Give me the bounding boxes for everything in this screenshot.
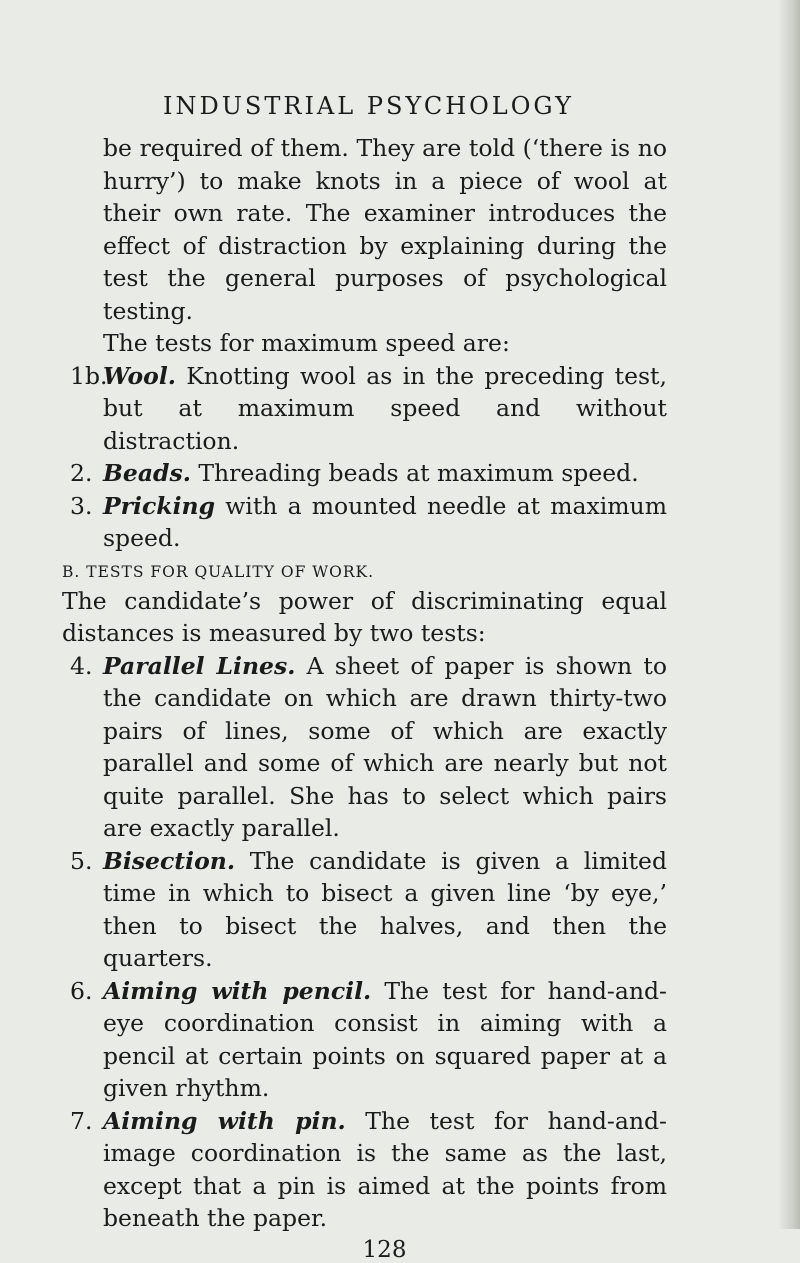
page-content <box>62 92 667 1263</box>
item-number: 5. <box>70 846 93 875</box>
item-title: Parallel Lines. <box>103 651 296 680</box>
item-text: The test for hand-and-eye coordination consist in aiming with a pencil at certain points on squared paper at a given rhythm. <box>103 976 667 1102</box>
list-item <box>62 975 667 1105</box>
list-item <box>62 490 667 555</box>
intro-block <box>62 132 667 360</box>
page-number: 128 <box>362 1236 407 1263</box>
item-text: Knotting wool as in the preceding test, but at maximum speed and without distraction. <box>103 361 667 455</box>
list-item <box>62 650 667 845</box>
item-title: Aiming with pencil. <box>103 976 372 1005</box>
item-text: A sheet of paper is shown to the candidate on which are drawn thirty-two pairs of lines, some of which are exactly parallel and some of which are nearly but not quite parallel. She has to select which pairs are exactly parallel. <box>103 651 667 842</box>
list-item <box>62 845 667 975</box>
item-text: Threading beads at maximum speed. <box>198 459 639 487</box>
item-number: 3. <box>70 491 93 520</box>
list-item <box>62 360 667 458</box>
running-header: INDUSTRIAL PSYCHOLOGY <box>162 92 575 120</box>
item-text: The test for hand-and-image coordination is the same as the last, except that a pin is aimed at the points from beneath the paper. <box>103 1106 667 1232</box>
item-title: Wool. <box>103 361 176 390</box>
item-title: Aiming with pin. <box>103 1106 346 1135</box>
section-heading: B. TESTS FOR QUALITY OF WORK. <box>62 562 375 581</box>
list-item <box>62 1105 667 1235</box>
item-text: with a mounted needle at maximum speed. <box>103 491 667 552</box>
item-number: 4. <box>70 651 93 680</box>
item-title: Bisection. <box>103 846 236 875</box>
section-intro: The candidate’s power of discriminating equal distances is measured by two tests: <box>62 586 667 647</box>
quality-tests-list <box>62 650 667 1235</box>
item-number: 6. <box>70 976 93 1005</box>
speed-tests-lead-in: The tests for maximum speed are: <box>103 329 510 357</box>
list-item <box>62 457 667 490</box>
item-title: Beads. <box>103 459 191 487</box>
page-edge-shadow <box>778 0 800 1229</box>
speed-tests-list <box>62 360 667 555</box>
item-number: 7. <box>70 1106 93 1135</box>
item-number: 1b. <box>70 361 108 390</box>
intro-paragraph: be required of them. They are told (‘there is no hurry’) to make knots in a piece of wool at their own rate. The examiner introduces the effect of distraction by explaining during the test the general purposes of psychological testing. <box>103 134 667 325</box>
item-title: Pricking <box>103 491 216 520</box>
item-text: The candidate is given a limited time in which to bisect a given line ‘by eye,’ then to bisect the halves, and then the quarters. <box>103 846 667 972</box>
item-number: 2. <box>70 459 93 487</box>
